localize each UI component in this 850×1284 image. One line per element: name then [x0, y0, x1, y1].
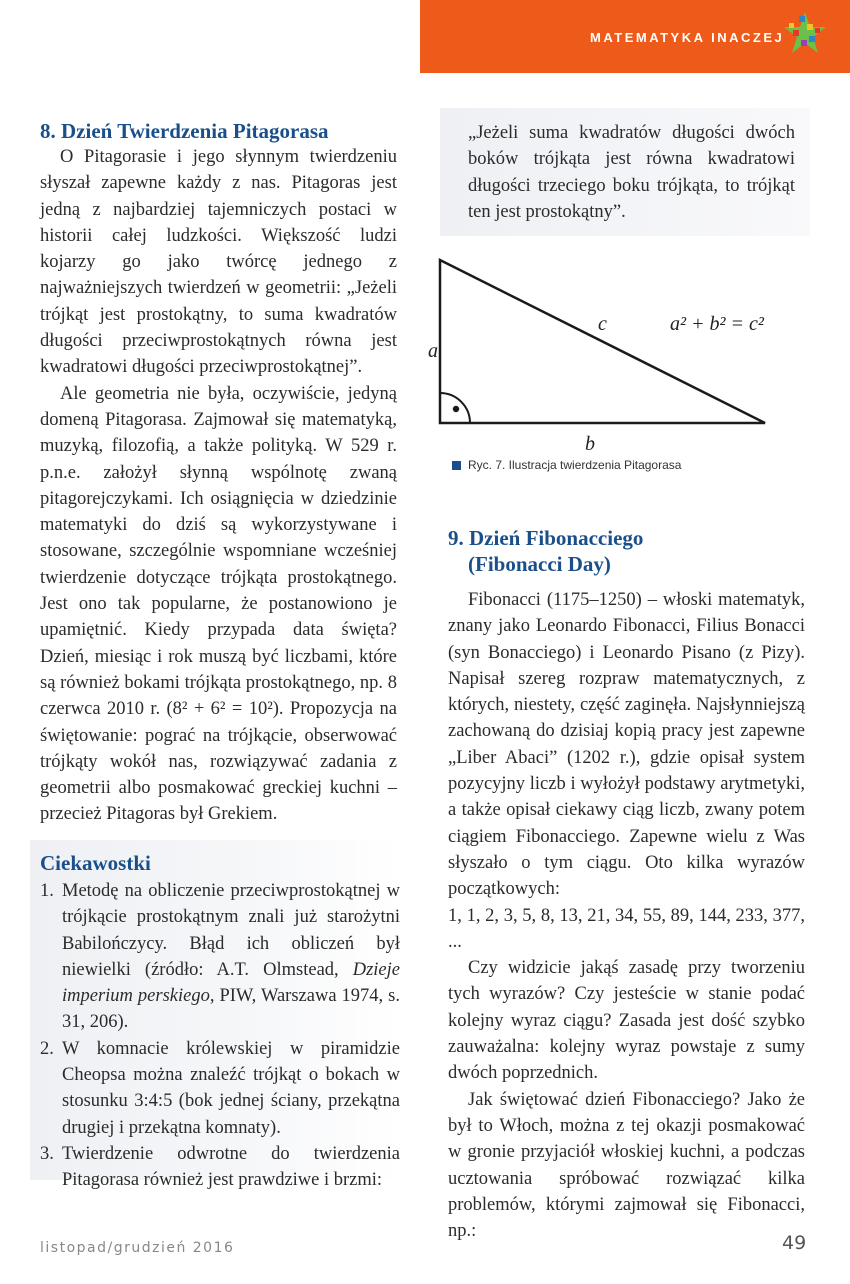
right-angle-dot: [453, 406, 459, 412]
section-9-title: [448, 525, 805, 577]
side-a-label: a: [428, 340, 438, 362]
section-9-paragraph-1: Fibonacci (1175–1250) – włoski matematyk, znany jako Leonardo Fibonacci, Filius Bonacci (syn Bonacciego) i Leonardo Pisano (z Pizy). Napisał szereg rozpraw matematycznych, z których, niestety, część zaginęła. Najsłynniejszą zachowaną do dzisiaj kopią pracy jest zapewne „Liber Abaci” (1202 r.), gdzie opisał system pozycyjny liczb i wyłożył podstawy arytmetyki, a także opisał ciekawy ciąg liczb, zwany potem ciągiem Fibonacciego. Zapewne wielu z Was słyszało o tym ciągu. Oto kilka wyrazów początkowych:: [448, 590, 805, 900]
trivia-list: [40, 878, 400, 1194]
section-8-paragraph-2: [40, 381, 397, 828]
figure-caption-text: Ryc. 7. Ilustracja twierdzenia Pitagorasa: [468, 458, 682, 472]
section-9-paragraph-3: Jak świętować dzień Fibonacciego? Jako że był to Włoch, można z tej okazji posmakować w gronie przyjaciół włoskiej kuchni, a podczas ucztowania spróbować rozwiązać kilka problemów, którymi zajmował się Fibonacci, np.:: [448, 1089, 805, 1242]
section-9-title-line-1: 9. Dzień Fibonacciego: [448, 526, 644, 550]
section-9-paragraph-2: Czy widzicie jakąś zasadę przy tworzeniu tych wyrazów? Czy jesteście w stanie podać kolejny wyraz ciągu? Zasada jest dość szybko zauważalna: kolejny wyraz powstaje z sumy dwóch poprzednich.: [448, 958, 805, 1084]
quote-text: „Jeżeli suma kwadratów długości dwóch boków trójkąta jest równa kwadratowi długości trzeciego boku trójkąta, to trójkąt ten jest prostokątny”.: [468, 123, 795, 222]
trivia-item-number: 3.: [40, 1143, 54, 1164]
trivia-item-number: 2.: [40, 1038, 54, 1059]
section-8-paragraph-1: O Pitagorasie i jego słynnym twierdzeniu słyszał zapewne każdy z nas. Pitagoras jest jedną z najbardziej tajemniczych postaci w historii całej ludzkości. Większość ludzi kojarzy go jako twórcę jednego z najważniejszych twierdzeń w geometrii: „Jeżeli trójkąt jest prostokątny, to suma kwadratów długości przeciwprostokątnych równa jest kwadratowi długości przeciwprostokątnej”.: [40, 147, 397, 378]
section-8-formula: (8² + 6² = 10²).: [166, 699, 284, 720]
section-9-title-line-2: (Fibonacci Day): [468, 552, 611, 576]
trivia-item-text: Metodę na obliczenie przeciwprostokątnej w trójkącie prostokątnym znali już starożytni Babilończycy. Błąd ich obliczeń był niewielki (źródło: A.T. Olmstead,: [62, 881, 400, 980]
converse-theorem-quote: [468, 120, 795, 225]
section-8: [40, 118, 397, 828]
section-label: MATEMATYKA INACZEJ: [590, 30, 785, 45]
fibonacci-sequence: 1, 1, 2, 3, 5, 8, 13, 21, 34, 55, 89, 144, 233, 377, ...: [448, 905, 805, 952]
triangle-shape: [440, 260, 765, 423]
figure-caption: [452, 458, 681, 472]
trivia-title: Ciekawostki: [40, 851, 151, 875]
section-banner: [420, 0, 850, 73]
side-c-label: c: [598, 313, 607, 335]
section-8-paragraph-2-text-a: Ale geometria nie była, oczywiście, jedyną domeną Pitagorasa. Zajmował się matematyką, muzyką, filozofią, a także polityką. W 529 r. p.n.e. założył słynną wspólnotę zwaną pitagorejczykami. Ich osiągnięcia w dziedzinie matematyki do dziś są wykorzystywane i stosowane, szczególnie wspomniane wcześniej twierdzenie dotyczące trójkąta prostokątnego. Jest ono tak popularne, że postanowiono je upamiętnić. Kiedy przypada data święta? Dzień, miesiąc i rok muszą być liczbami, które są również bokami trójkąta prostokątnego, np. 8 czerwca 2010 r.: [40, 383, 397, 720]
pythagoras-triangle-figure: [420, 245, 820, 465]
trivia-item-text: Twierdzenie odwrotne do twierdzenia Pitagorasa również jest prawdziwe i brzmi:: [62, 1143, 400, 1191]
trivia-item: [40, 1036, 400, 1141]
side-b-label: b: [585, 433, 595, 455]
section-8-paragraph-2-text-b: Propozycja na świętowanie: pograć na trójkącie, obserwować trójkąty wokół nas, rozwiązywać zadania z geometrii albo posmakować greckiej kuchni – przecież Pitagoras był Grekiem.: [40, 699, 397, 825]
star-puzzle-logo-icon: [780, 10, 830, 60]
book-title: Dzieje imperium perskiego: [62, 959, 400, 1007]
trivia-box: [40, 850, 400, 1194]
trivia-item: [40, 1141, 400, 1194]
pythagorean-formula: a² + b² = c²: [670, 313, 764, 335]
section-8-title: 8. Dzień Twierdzenia Pitagorasa: [40, 119, 329, 143]
section-9: [448, 525, 805, 1244]
trivia-item-text: W komnacie królewskiej w piramidzie Cheopsa można znaleźć trójkąt o bokach w stosunku 3:4:5 (bok jednej ściany, przekątna drugiej i przekątna komnaty).: [62, 1038, 400, 1138]
trivia-item: [40, 878, 400, 1036]
trivia-item-text-end: , PIW, Warszawa 1974, s. 31, 206).: [62, 986, 400, 1033]
issue-label: listopad/grudzień 2016: [40, 1240, 235, 1256]
caption-square-icon: [452, 461, 461, 470]
page-number: 49: [782, 1232, 807, 1254]
trivia-item-number: 1.: [40, 881, 54, 901]
